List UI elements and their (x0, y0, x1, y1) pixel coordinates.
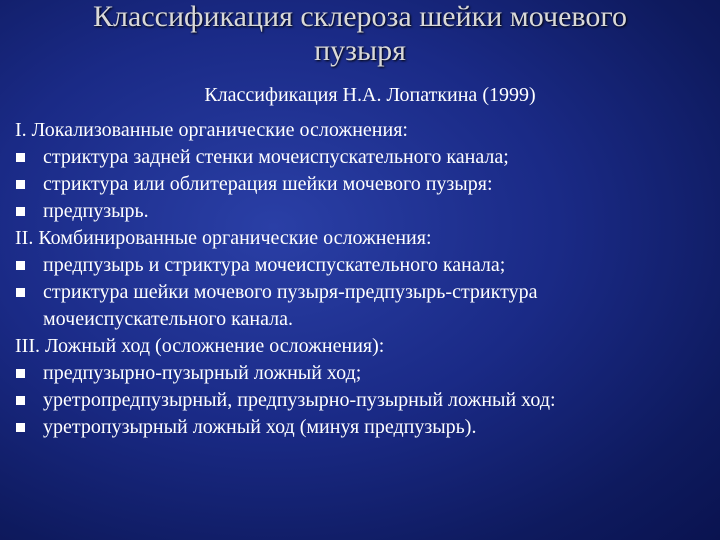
bullet-item-text: уретропузырный ложный ход (минуя предпузырь). (43, 416, 477, 438)
square-bullet-icon (16, 153, 25, 162)
bullet-item (15, 171, 715, 198)
square-bullet-icon (16, 423, 25, 432)
bullet-item-text: стриктура задней стенки мочеиспускательного канала; (43, 146, 509, 168)
slide-body (15, 117, 715, 441)
slide-subtitle: Классификация Н.А. Лопаткина (1999) (204, 84, 536, 106)
square-bullet-icon (16, 288, 25, 297)
slide-title-line: Классификация склероза шейки мочевого (93, 0, 627, 33)
bullet-item (15, 144, 715, 171)
bullet-item (15, 414, 715, 441)
bullet-item (15, 279, 715, 306)
bullet-item-text: стриктура шейки мочевого пузыря-предпузырь-стриктура (43, 281, 538, 303)
square-bullet-icon (16, 369, 25, 378)
bullet-item-text: предпузырь. (43, 200, 149, 222)
slide-title-line: пузыря (314, 34, 406, 67)
bullet-item-text: предпузырно-пузырный ложный ход; (43, 362, 362, 384)
bullet-item-text: уретропредпузырный, предпузырно-пузырный ложный ход: (43, 389, 556, 411)
bullet-item-continuation: мочеиспускательного канала. (43, 308, 294, 330)
bullet-item (15, 252, 715, 279)
square-bullet-icon (16, 207, 25, 216)
square-bullet-icon (16, 396, 25, 405)
slide-title (20, 0, 700, 68)
bullet-item-text: предпузырь и стриктура мочеиспускательного канала; (43, 254, 506, 276)
bullet-item-text: стриктура или облитерация шейки мочевого пузыря: (43, 173, 493, 195)
section-heading: II. Комбинированные органические осложнения: (15, 227, 432, 249)
bullet-item (15, 387, 715, 414)
bullet-item (15, 360, 715, 387)
section-heading: III. Ложный ход (осложнение осложнения): (15, 335, 385, 357)
square-bullet-icon (16, 180, 25, 189)
section-heading: I. Локализованные органические осложнения: (15, 119, 408, 141)
square-bullet-icon (16, 261, 25, 270)
bullet-item (15, 198, 715, 225)
